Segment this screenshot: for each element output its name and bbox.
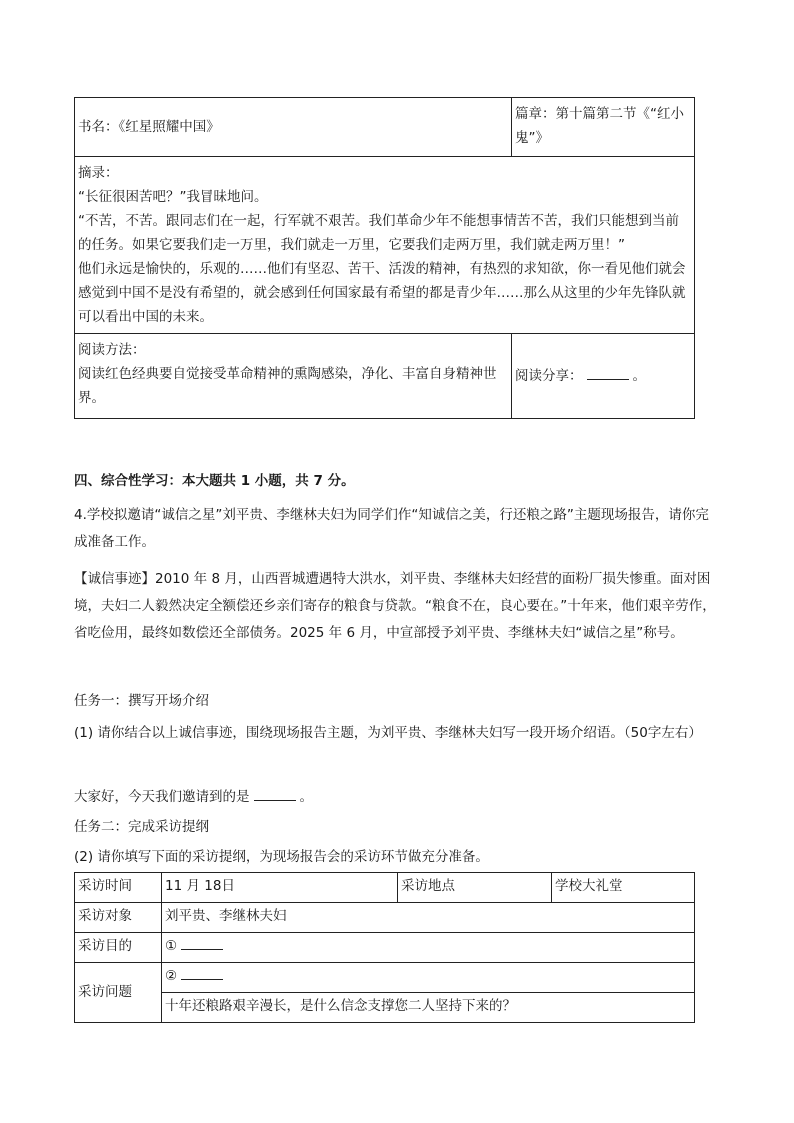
excerpt-row: [75, 157, 695, 334]
share-answer-blank[interactable]: [587, 365, 629, 380]
share-end: 。: [632, 368, 646, 384]
reading-card-table: [74, 97, 695, 419]
reading-card-header-row: [75, 98, 695, 157]
interview-row-question-1: [75, 963, 695, 993]
story-title: 【诚信事迹】: [74, 571, 155, 587]
time-value: 11 月 18日: [162, 873, 398, 903]
place-value: 学校大礼堂: [552, 873, 695, 903]
purpose-answer-blank[interactable]: [181, 935, 223, 950]
question-intro: 4.学校拟邀请“诚信之星”刘平贵、李继林夫妇为同学们作“知诚信之美，行还粮之路”主题现场报告，请你完成准备工作。: [74, 507, 709, 550]
honesty-story: [74, 566, 722, 647]
excerpt-line: “长征很困苦吧？”我冒昧地问。: [78, 189, 268, 205]
method-cell: [75, 334, 512, 419]
task1-answer: [74, 784, 722, 811]
target-value: 刘平贵、李继林夫妇: [162, 903, 695, 933]
excerpt-cell: [75, 157, 695, 334]
excerpt-line: 他们永远是愉快的，乐观的……他们有坚忍、苦干、活泼的精神，有热烈的求知欲，你一看见他们就会感觉到中国不是没有希望的，就会感到任何国家最有希望的都是青少年……那么从这里的少年先锋队就可以看出中国的未来。: [78, 261, 686, 325]
chapter-cell: [512, 98, 695, 157]
book-name: 书名：《红星照耀中国》: [78, 119, 220, 135]
story-text: 2010 年 8 月，山西晋城遭遇特大洪水，刘平贵、李继林夫妇经营的面粉厂损失惨重。面对困境，夫妇二人毅然决定全额偿还乡亲们寄存的粮食与贷款。“粮食不在，良心要在。”十年来，他们艰辛劳作，省吃俭用，最终如数偿还全部债务。2025 年 6 月，中宣部授予刘平贵、李继林夫妇“诚信之星”称号。: [74, 571, 716, 641]
time-label: 采访时间: [75, 873, 162, 903]
task2-question: (2) 请你填写下面的采访提纲，为现场报告会的采访环节做充分准备。: [74, 849, 489, 865]
purpose-answer-cell: [162, 933, 695, 963]
place-label: 采访地点: [398, 873, 552, 903]
excerpt-line: “不苦，不苦。跟同志们在一起，行军就不艰苦。我们革命少年不能想事情苦不苦，我们只能想到当前的任务。如果它要我们走一万里，我们就走一万里，它要我们走两万里，我们就走两万里！”: [78, 213, 679, 253]
task1-question: (1) 请你结合以上诚信事迹，围绕现场报告主题，为刘平贵、李继林夫妇写一段开场介绍语。（50字左右）: [74, 725, 702, 741]
excerpt-label: 摘录：: [78, 165, 119, 181]
method-label: 阅读方法：: [78, 342, 146, 358]
section-heading: 四、综合性学习：本大题共 1 小题，共 7 分。: [74, 473, 355, 489]
task1-answer-blank[interactable]: [254, 786, 296, 801]
task1-title: 任务一：撰写开场介绍: [74, 693, 209, 709]
chapter: 篇章：第十篇第二节《“红小鬼”》: [515, 106, 684, 146]
method-text: 阅读红色经典要自觉接受革命精神的熏陶感染，净化、丰富自身精神世界。: [78, 366, 497, 406]
question-label: 采访问题: [75, 963, 162, 1023]
interview-row-time: [75, 873, 695, 903]
purpose-mark: ①: [165, 938, 178, 954]
interview-row-question-2: [75, 993, 695, 1023]
share-label: 阅读分享：: [515, 368, 583, 384]
interview-row-target: [75, 903, 695, 933]
target-label: 采访对象: [75, 903, 162, 933]
task1-answer-prefix: 大家好，今天我们邀请到的是: [74, 789, 250, 805]
task2-title: 任务二：完成采访提纲: [74, 819, 209, 835]
book-name-cell: [75, 98, 512, 157]
question-answer-cell: [162, 963, 695, 993]
purpose-label: 采访目的: [75, 933, 162, 963]
interview-outline-table: [74, 872, 695, 1023]
question-answer-blank[interactable]: [181, 965, 223, 980]
question-mark: ②: [165, 968, 178, 984]
question-text: 十年还粮路艰辛漫长，是什么信念支撑您二人坚持下来的？: [162, 993, 695, 1023]
share-cell: [512, 334, 695, 419]
interview-row-purpose: [75, 933, 695, 963]
task1-answer-end: 。: [299, 789, 313, 805]
method-row: [75, 334, 695, 419]
